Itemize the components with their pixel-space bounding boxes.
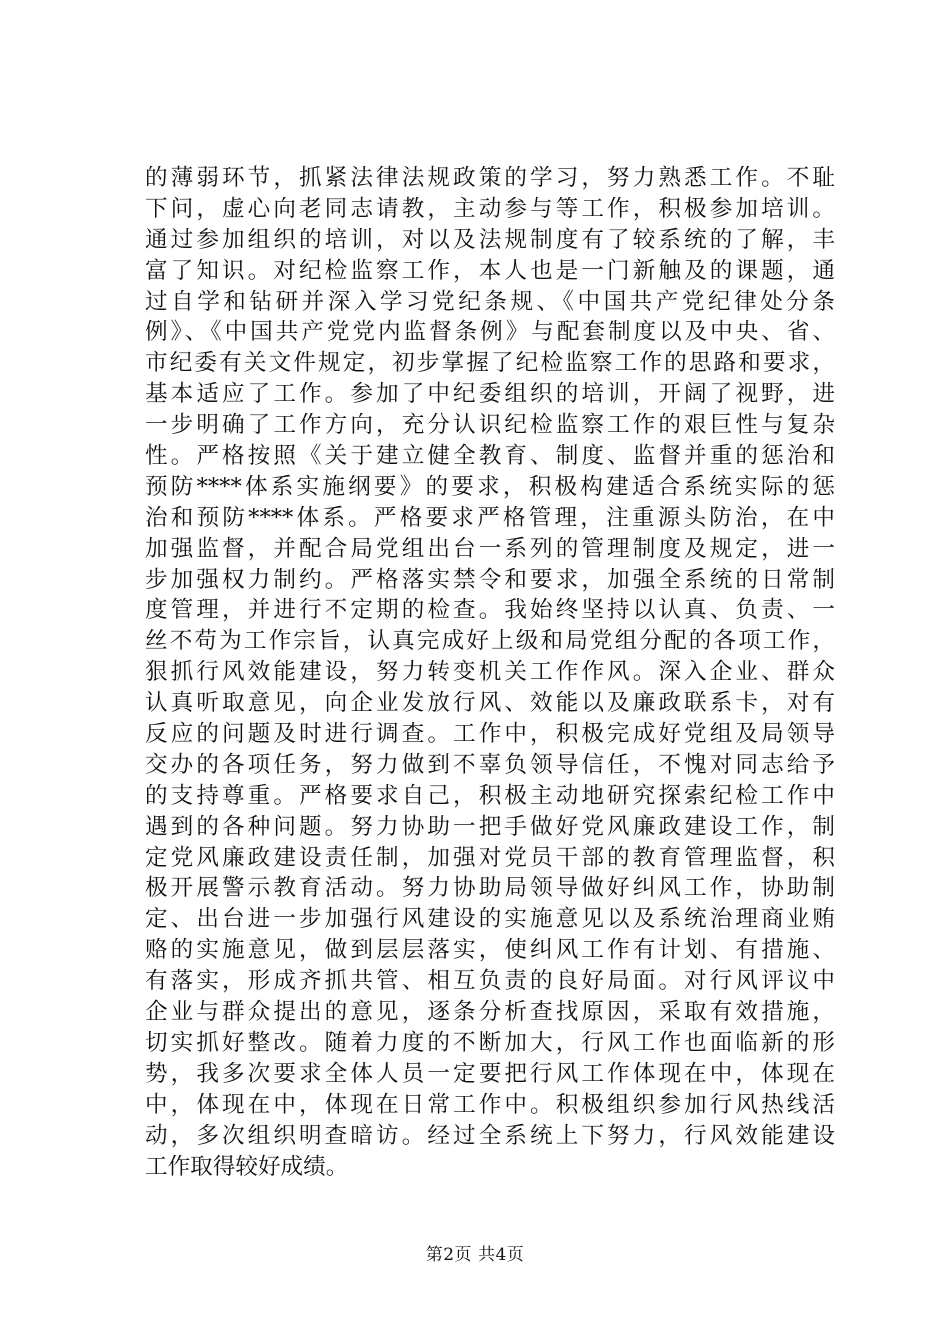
text-line: 过自学和钻研并深入学习党纪条规、《中国共产党纪律处分条 xyxy=(145,288,835,315)
text-line: 例》、《中国共产党党内监督条例》与配套制度以及中央、省、 xyxy=(145,319,835,346)
text-line: 狠抓行风效能建设，努力转变机关工作作风。深入企业、群众 xyxy=(145,659,835,686)
text-line: 赂的实施意见，做到层层落实，使纠风工作有计划、有措施、 xyxy=(145,937,835,964)
text-line: 预防****体系实施纲要》的要求，积极构建适合系统实际的惩 xyxy=(145,473,835,500)
text-line: 度管理，并进行不定期的检查。我始终坚持以认真、负责、一 xyxy=(145,597,835,624)
text-line: 丝不苟为工作宗旨，认真完成好上级和局党组分配的各项工作， xyxy=(145,628,835,655)
text-line: 通过参加组织的培训，对以及法规制度有了较系统的了解，丰 xyxy=(145,226,835,253)
text-line: 有落实，形成齐抓共管、相互负责的良好局面。对行风评议中 xyxy=(145,968,835,995)
text-line: 治和预防****体系。严格要求严格管理，注重源头防治，在中 xyxy=(145,504,835,531)
text-line: 认真听取意见，向企业发放行风、效能以及廉政联系卡，对有 xyxy=(145,690,835,717)
text-line: 一步明确了工作方向，充分认识纪检监察工作的艰巨性与复杂 xyxy=(145,412,835,439)
text-line: 基本适应了工作。参加了中纪委组织的培训，开阔了视野，进 xyxy=(145,381,835,408)
text-line: 富了知识。对纪检监察工作，本人也是一门新触及的课题，通 xyxy=(145,257,835,284)
text-line: 中，体现在中，体现在日常工作中。积极组织参加行风热线活 xyxy=(145,1091,835,1118)
text-line: 遇到的各种问题。努力协助一把手做好党风廉政建设工作，制 xyxy=(145,813,835,840)
page-footer: 第2页 共4页 xyxy=(425,1245,525,1265)
text-line: 的薄弱环节，抓紧法律法规政策的学习，努力熟悉工作。不耻 xyxy=(145,165,835,191)
body-paragraph xyxy=(145,163,835,1182)
text-line: 的支持尊重。严格要求自己，积极主动地研究探索纪检工作中 xyxy=(145,782,835,809)
text-line: 极开展警示教育活动。努力协助局领导做好纠风工作，协助制 xyxy=(145,875,835,902)
text-line: 动，多次组织明查暗访。经过全系统上下努力，行风效能建设 xyxy=(145,1122,835,1149)
text-line: 交办的各项任务，努力做到不辜负领导信任，不愧对同志给予 xyxy=(145,751,835,778)
text-line: 性。严格按照《关于建立健全教育、制度、监督并重的惩治和 xyxy=(145,443,835,470)
text-line: 步加强权力制约。严格落实禁令和要求，加强全系统的日常制 xyxy=(145,566,835,593)
text-line: 工作取得较好成绩。 xyxy=(145,1153,349,1180)
text-line: 加强监督，并配合局党组出台一系列的管理制度及规定，进一 xyxy=(145,535,835,562)
text-line: 下问，虚心向老同志请教，主动参与等工作，积极参加培训。 xyxy=(145,195,835,222)
text-line: 定、出台进一步加强行风建设的实施意见以及系统治理商业贿 xyxy=(145,906,835,933)
text-line: 企业与群众提出的意见，逐条分析查找原因，采取有效措施， xyxy=(145,999,835,1026)
text-line: 反应的问题及时进行调查。工作中，积极完成好党组及局领导 xyxy=(145,721,835,748)
text-line: 市纪委有关文件规定，初步掌握了纪检监察工作的思路和要求， xyxy=(145,350,835,377)
text-line: 定党风廉政建设责任制，加强对党员干部的教育管理监督，积 xyxy=(145,844,835,871)
text-line: 切实抓好整改。随着力度的不断加大，行风工作也面临新的形 xyxy=(145,1029,835,1056)
text-line: 势，我多次要求全体人员一定要把行风工作体现在中，体现在 xyxy=(145,1060,835,1087)
